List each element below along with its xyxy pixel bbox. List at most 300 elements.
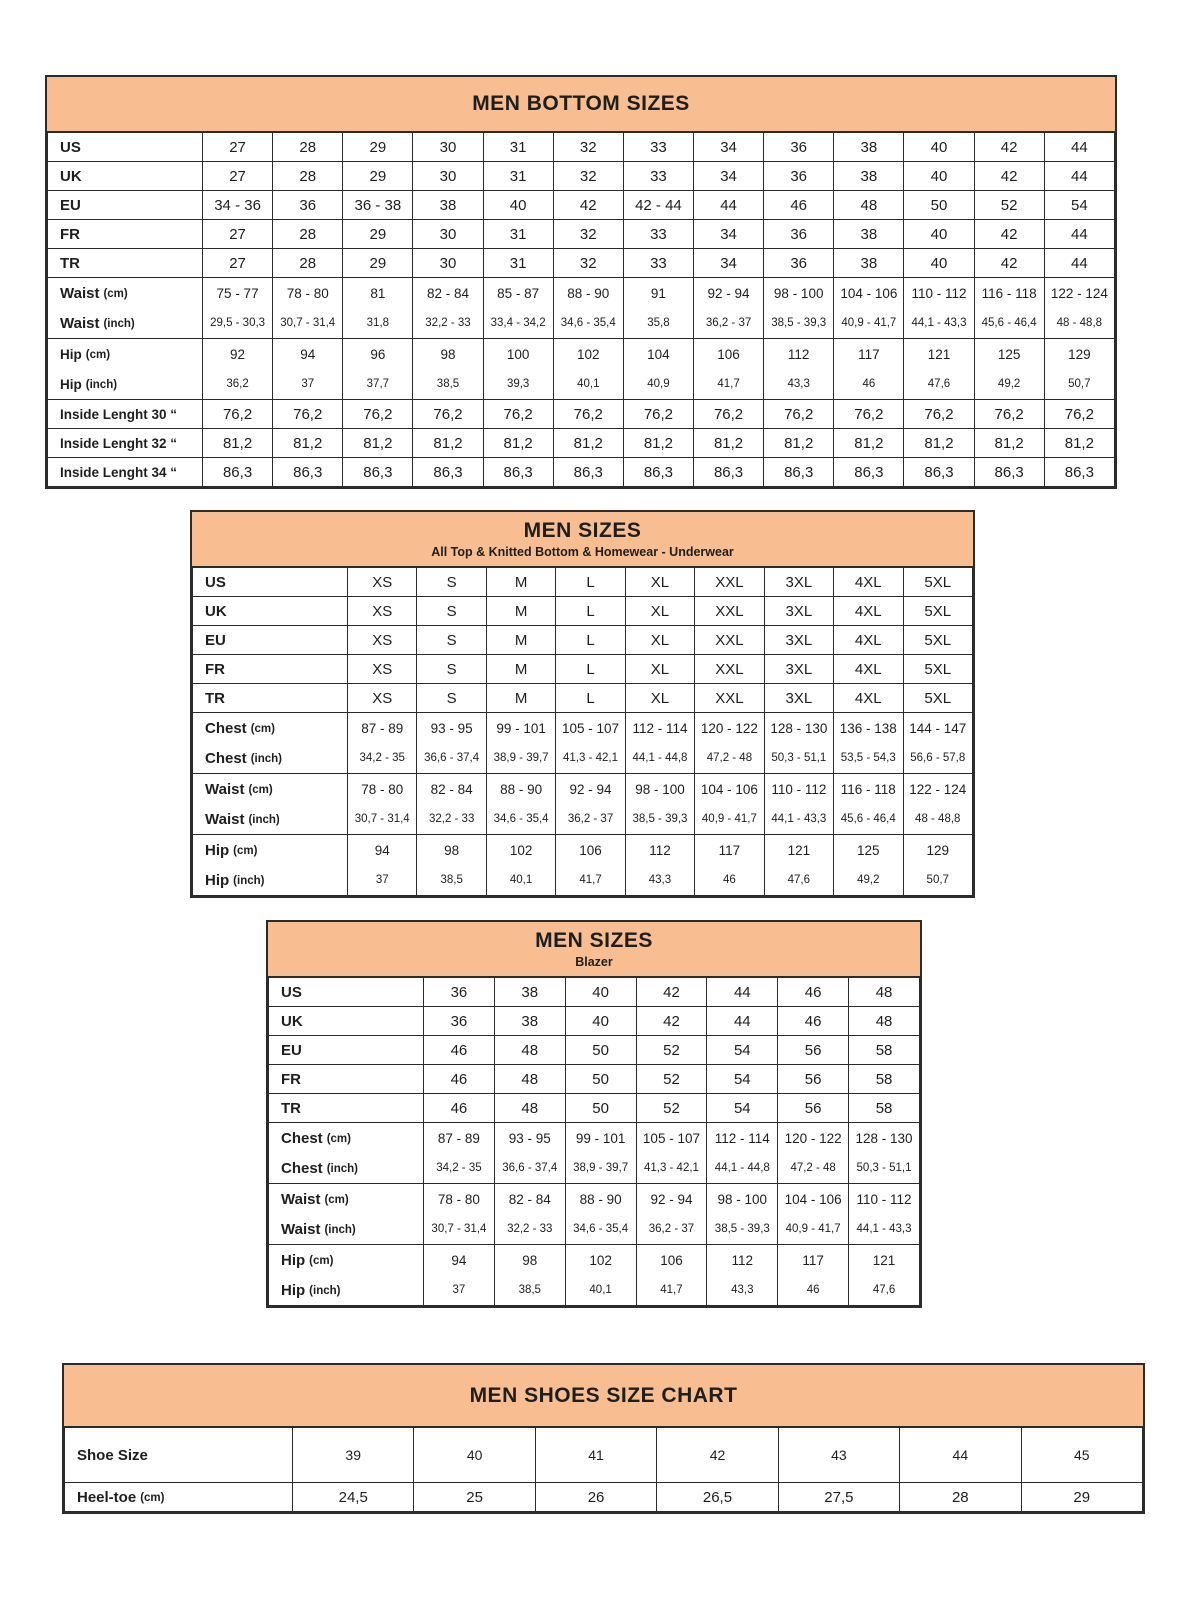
table-cell: 81 31,8 bbox=[343, 278, 413, 339]
table-row bbox=[269, 1065, 920, 1094]
table-cell: 98 38,5 bbox=[494, 1245, 565, 1306]
table-cell: 42 bbox=[657, 1428, 778, 1483]
table-cell: 86,3 bbox=[834, 458, 904, 487]
table-cell: 121 47,6 bbox=[764, 835, 833, 896]
table-cell: S bbox=[417, 597, 486, 626]
row-label: Hip (cm) Hip (inch) bbox=[48, 339, 203, 400]
table-cell: 28 bbox=[273, 133, 343, 162]
table-cell: 87 - 89 34,2 - 35 bbox=[348, 713, 417, 774]
table-cell: 34 bbox=[693, 162, 763, 191]
table-cell: 76,2 bbox=[273, 400, 343, 429]
table-cell: 43 bbox=[778, 1428, 899, 1483]
table-row bbox=[193, 835, 973, 896]
table-cell: 33 bbox=[623, 249, 693, 278]
table-cell: L bbox=[556, 597, 625, 626]
table-cell: 81,2 bbox=[904, 429, 974, 458]
table-cell: 58 bbox=[849, 1065, 920, 1094]
table-title-band bbox=[64, 1365, 1143, 1427]
table-cell: XS bbox=[348, 597, 417, 626]
table-cell: 42 bbox=[974, 162, 1044, 191]
table-cell: 36 bbox=[273, 191, 343, 220]
table-cell: 29 bbox=[343, 249, 413, 278]
table-row bbox=[48, 249, 1115, 278]
table-cell: 25 bbox=[414, 1483, 535, 1512]
table-cell: 50 bbox=[904, 191, 974, 220]
table-cell: 52 bbox=[974, 191, 1044, 220]
row-label: FR bbox=[48, 220, 203, 249]
row-label: TR bbox=[193, 684, 348, 713]
table-cell: 76,2 bbox=[1044, 400, 1114, 429]
table-cell: 40 bbox=[904, 220, 974, 249]
table-row bbox=[269, 1007, 920, 1036]
table-cell: 30 bbox=[413, 220, 483, 249]
table-cell: 42 bbox=[553, 191, 623, 220]
table-cell: 82 - 84 32,2 - 33 bbox=[417, 774, 486, 835]
table-cell: 76,2 bbox=[904, 400, 974, 429]
table-cell: 40 bbox=[904, 162, 974, 191]
table-cell: 98 - 100 38,5 - 39,3 bbox=[625, 774, 694, 835]
table-cell: 129 50,7 bbox=[903, 835, 973, 896]
table-cell: 42 bbox=[636, 1007, 707, 1036]
row-label: Hip (cm) Hip (inch) bbox=[193, 835, 348, 896]
table-cell: 30 bbox=[413, 133, 483, 162]
table-cell: 36 bbox=[764, 249, 834, 278]
table-cell: 85 - 87 33,4 - 34,2 bbox=[483, 278, 553, 339]
table-cell: 112 43,3 bbox=[707, 1245, 778, 1306]
table-cell: M bbox=[486, 597, 555, 626]
table-cell: 93 - 95 36,6 - 37,4 bbox=[494, 1123, 565, 1184]
table-cell: 81,2 bbox=[834, 429, 904, 458]
table-cell: 81,2 bbox=[1044, 429, 1114, 458]
table-cell: 76,2 bbox=[343, 400, 413, 429]
table-cell: 38 bbox=[494, 1007, 565, 1036]
table-row bbox=[48, 191, 1115, 220]
table-cell: 34 - 36 bbox=[203, 191, 273, 220]
table-cell: 5XL bbox=[903, 684, 973, 713]
table-cell: 34 bbox=[693, 249, 763, 278]
table-cell: 5XL bbox=[903, 597, 973, 626]
table-cell: 27,5 bbox=[778, 1483, 899, 1512]
table-cell: 5XL bbox=[903, 626, 973, 655]
table-cell: 78 - 80 30,7 - 31,4 bbox=[273, 278, 343, 339]
table-cell: 40 bbox=[414, 1428, 535, 1483]
table-cell: 29 bbox=[1021, 1483, 1142, 1512]
table-cell: 120 - 122 47,2 - 48 bbox=[778, 1123, 849, 1184]
row-label: FR bbox=[269, 1065, 424, 1094]
row-label: TR bbox=[269, 1094, 424, 1123]
table-cell: 92 36,2 bbox=[203, 339, 273, 400]
table-cell: XS bbox=[348, 655, 417, 684]
table-cell: 52 bbox=[636, 1036, 707, 1065]
table-cell: 110 - 112 44,1 - 43,3 bbox=[904, 278, 974, 339]
table-cell: 31 bbox=[483, 133, 553, 162]
table-cell: 28 bbox=[273, 220, 343, 249]
table-cell: 117 46 bbox=[695, 835, 764, 896]
table-cell: 88 - 90 34,6 - 35,4 bbox=[565, 1184, 636, 1245]
table-row bbox=[269, 978, 920, 1007]
table-cell: 42 bbox=[974, 220, 1044, 249]
table-cell: 76,2 bbox=[553, 400, 623, 429]
table-cell: 38 bbox=[494, 978, 565, 1007]
table-cell: XL bbox=[625, 597, 694, 626]
table-cell: 92 - 94 36,2 - 37 bbox=[693, 278, 763, 339]
table-cell: 86,3 bbox=[974, 458, 1044, 487]
table-cell: 76,2 bbox=[834, 400, 904, 429]
table-row bbox=[65, 1428, 1143, 1483]
table-cell: 112 - 114 44,1 - 44,8 bbox=[625, 713, 694, 774]
table-cell: S bbox=[417, 568, 486, 597]
table-cell: 40 bbox=[904, 249, 974, 278]
table-cell: 78 - 80 30,7 - 31,4 bbox=[424, 1184, 495, 1245]
table-cell: XS bbox=[348, 626, 417, 655]
table-row bbox=[65, 1483, 1143, 1512]
table-cell: 46 bbox=[764, 191, 834, 220]
table-row bbox=[48, 133, 1115, 162]
table-row bbox=[193, 568, 973, 597]
table-cell: 5XL bbox=[903, 568, 973, 597]
table-cell: 56 bbox=[778, 1094, 849, 1123]
table-cell: 27 bbox=[203, 133, 273, 162]
table-cell: 33 bbox=[623, 162, 693, 191]
table-cell: 26 bbox=[535, 1483, 656, 1512]
row-label: Waist (cm) Waist (inch) bbox=[269, 1184, 424, 1245]
table-cell: 76,2 bbox=[623, 400, 693, 429]
table-row bbox=[193, 655, 973, 684]
table-cell: 46 bbox=[778, 1007, 849, 1036]
table-cell: 44 bbox=[1044, 220, 1114, 249]
row-label: Chest (cm) Chest (inch) bbox=[269, 1123, 424, 1184]
row-label: Waist (cm) Waist (inch) bbox=[193, 774, 348, 835]
table-cell: 87 - 89 34,2 - 35 bbox=[424, 1123, 495, 1184]
table-row bbox=[193, 684, 973, 713]
table-cell: 48 bbox=[494, 1094, 565, 1123]
table-cell: 4XL bbox=[834, 684, 903, 713]
table-cell: 105 - 107 41,3 - 42,1 bbox=[556, 713, 625, 774]
table-row bbox=[48, 220, 1115, 249]
table-cell: 5XL bbox=[903, 655, 973, 684]
row-label: Inside Lenght 34 “ bbox=[48, 458, 203, 487]
table-cell: 88 - 90 34,6 - 35,4 bbox=[486, 774, 555, 835]
table-cell: 102 40,1 bbox=[565, 1245, 636, 1306]
table-cell: 45 bbox=[1021, 1428, 1142, 1483]
table-cell: 102 40,1 bbox=[486, 835, 555, 896]
table-cell: 98 - 100 38,5 - 39,3 bbox=[707, 1184, 778, 1245]
table-cell: 76,2 bbox=[483, 400, 553, 429]
table-cell: 3XL bbox=[764, 568, 833, 597]
table-cell: 41 bbox=[535, 1428, 656, 1483]
row-label: Heel-toe (cm) bbox=[65, 1483, 293, 1512]
table-cell: 104 - 106 40,9 - 41,7 bbox=[834, 278, 904, 339]
table-cell: 36 - 38 bbox=[343, 191, 413, 220]
table-cell: 30 bbox=[413, 249, 483, 278]
table-row bbox=[193, 774, 973, 835]
table-cell: 98 38,5 bbox=[413, 339, 483, 400]
table-row bbox=[48, 339, 1115, 400]
table-cell: 29 bbox=[343, 133, 413, 162]
men-sizes-top-table bbox=[190, 510, 975, 898]
table-cell: 86,3 bbox=[343, 458, 413, 487]
table-cell: L bbox=[556, 568, 625, 597]
table-cell: 98 - 100 38,5 - 39,3 bbox=[764, 278, 834, 339]
table-cell: 46 bbox=[424, 1094, 495, 1123]
size-grid bbox=[64, 1427, 1143, 1512]
table-cell: 76,2 bbox=[693, 400, 763, 429]
table-cell: 82 - 84 32,2 - 33 bbox=[413, 278, 483, 339]
table-cell: 40 bbox=[904, 133, 974, 162]
table-cell: 34 bbox=[693, 133, 763, 162]
table-cell: 144 - 147 56,6 - 57,8 bbox=[903, 713, 973, 774]
table-cell: 91 35,8 bbox=[623, 278, 693, 339]
table-cell: 102 40,1 bbox=[553, 339, 623, 400]
table-cell: 106 41,7 bbox=[636, 1245, 707, 1306]
table-cell: 40 bbox=[565, 978, 636, 1007]
men-shoes-size-chart-table bbox=[62, 1363, 1145, 1514]
table-cell: XS bbox=[348, 684, 417, 713]
table-cell: S bbox=[417, 626, 486, 655]
table-cell: 121 47,6 bbox=[904, 339, 974, 400]
table-row bbox=[48, 278, 1115, 339]
table-cell: 54 bbox=[707, 1036, 778, 1065]
table-cell: 56 bbox=[778, 1065, 849, 1094]
table-cell: XL bbox=[625, 684, 694, 713]
row-label: UK bbox=[193, 597, 348, 626]
table-row bbox=[269, 1094, 920, 1123]
table-cell: 30 bbox=[413, 162, 483, 191]
table-cell: 125 49,2 bbox=[974, 339, 1044, 400]
table-subtitle: All Top & Knitted Bottom & Homewear - Underwear bbox=[431, 544, 734, 559]
row-label: Chest (cm) Chest (inch) bbox=[193, 713, 348, 774]
table-cell: 86,3 bbox=[273, 458, 343, 487]
row-label: Hip (cm) Hip (inch) bbox=[269, 1245, 424, 1306]
table-cell: 38 bbox=[834, 249, 904, 278]
table-cell: 117 46 bbox=[778, 1245, 849, 1306]
table-cell: 128 - 130 50,3 - 51,1 bbox=[849, 1123, 920, 1184]
table-cell: 94 37 bbox=[273, 339, 343, 400]
table-cell: 31 bbox=[483, 162, 553, 191]
row-label: US bbox=[48, 133, 203, 162]
row-label: EU bbox=[193, 626, 348, 655]
table-cell: 92 - 94 36,2 - 37 bbox=[636, 1184, 707, 1245]
table-cell: 46 bbox=[424, 1036, 495, 1065]
table-cell: 54 bbox=[1044, 191, 1114, 220]
table-cell: 29 bbox=[343, 220, 413, 249]
row-label: US bbox=[269, 978, 424, 1007]
table-cell: M bbox=[486, 655, 555, 684]
row-label: EU bbox=[269, 1036, 424, 1065]
table-cell: 48 bbox=[494, 1036, 565, 1065]
table-cell: 86,3 bbox=[413, 458, 483, 487]
table-cell: XL bbox=[625, 568, 694, 597]
table-cell: 96 37,7 bbox=[343, 339, 413, 400]
table-cell: 100 39,3 bbox=[483, 339, 553, 400]
table-cell: 36 bbox=[764, 220, 834, 249]
table-cell: 121 47,6 bbox=[849, 1245, 920, 1306]
table-cell: L bbox=[556, 655, 625, 684]
table-cell: 44 bbox=[707, 1007, 778, 1036]
table-cell: 32 bbox=[553, 133, 623, 162]
table-cell: 128 - 130 50,3 - 51,1 bbox=[764, 713, 833, 774]
table-cell: 125 49,2 bbox=[834, 835, 903, 896]
table-row bbox=[269, 1184, 920, 1245]
table-cell: 32 bbox=[553, 162, 623, 191]
table-cell: 93 - 95 36,6 - 37,4 bbox=[417, 713, 486, 774]
table-cell: 81,2 bbox=[483, 429, 553, 458]
table-cell: 86,3 bbox=[483, 458, 553, 487]
table-cell: 32 bbox=[553, 220, 623, 249]
table-cell: 4XL bbox=[834, 655, 903, 684]
table-cell: 4XL bbox=[834, 597, 903, 626]
table-cell: 27 bbox=[203, 249, 273, 278]
row-label: Waist (cm) Waist (inch) bbox=[48, 278, 203, 339]
table-cell: 105 - 107 41,3 - 42,1 bbox=[636, 1123, 707, 1184]
table-title-band bbox=[192, 512, 973, 567]
table-cell: 31 bbox=[483, 249, 553, 278]
table-cell: 92 - 94 36,2 - 37 bbox=[556, 774, 625, 835]
table-row bbox=[48, 162, 1115, 191]
table-cell: 81,2 bbox=[693, 429, 763, 458]
table-cell: 76,2 bbox=[203, 400, 273, 429]
table-cell: 81,2 bbox=[553, 429, 623, 458]
table-cell: 40 bbox=[483, 191, 553, 220]
table-cell: 38 bbox=[834, 133, 904, 162]
table-cell: 4XL bbox=[834, 626, 903, 655]
row-label: FR bbox=[193, 655, 348, 684]
table-cell: S bbox=[417, 655, 486, 684]
table-cell: 122 - 124 48 - 48,8 bbox=[1044, 278, 1114, 339]
table-cell: 88 - 90 34,6 - 35,4 bbox=[553, 278, 623, 339]
table-cell: 82 - 84 32,2 - 33 bbox=[494, 1184, 565, 1245]
row-label: UK bbox=[269, 1007, 424, 1036]
table-title: MEN SHOES SIZE CHART bbox=[469, 1383, 738, 1407]
table-cell: 29 bbox=[343, 162, 413, 191]
table-cell: 50 bbox=[565, 1036, 636, 1065]
table-cell: 104 40,9 bbox=[623, 339, 693, 400]
table-cell: 42 bbox=[636, 978, 707, 1007]
table-cell: 76,2 bbox=[413, 400, 483, 429]
table-cell: 26,5 bbox=[657, 1483, 778, 1512]
table-cell: XXL bbox=[695, 684, 764, 713]
table-cell: 81,2 bbox=[203, 429, 273, 458]
table-row bbox=[193, 626, 973, 655]
row-label: US bbox=[193, 568, 348, 597]
table-cell: 86,3 bbox=[623, 458, 693, 487]
table-cell: 52 bbox=[636, 1094, 707, 1123]
table-cell: 106 41,7 bbox=[556, 835, 625, 896]
table-cell: XXL bbox=[695, 626, 764, 655]
table-cell: 36 bbox=[764, 162, 834, 191]
table-row bbox=[193, 597, 973, 626]
row-label: EU bbox=[48, 191, 203, 220]
table-cell: 33 bbox=[623, 220, 693, 249]
table-cell: 44 bbox=[1044, 133, 1114, 162]
table-row bbox=[269, 1123, 920, 1184]
table-cell: 94 37 bbox=[348, 835, 417, 896]
table-cell: 81,2 bbox=[273, 429, 343, 458]
row-label: Shoe Size bbox=[65, 1428, 293, 1483]
row-label: Inside Lenght 32 “ bbox=[48, 429, 203, 458]
table-title: MEN SIZES bbox=[535, 929, 653, 953]
table-cell: 76,2 bbox=[764, 400, 834, 429]
table-cell: XL bbox=[625, 655, 694, 684]
table-cell: 56 bbox=[778, 1036, 849, 1065]
size-grid bbox=[268, 977, 920, 1306]
table-cell: 50 bbox=[565, 1065, 636, 1094]
table-cell: 116 - 118 45,6 - 46,4 bbox=[974, 278, 1044, 339]
table-cell: 38 bbox=[413, 191, 483, 220]
row-label: UK bbox=[48, 162, 203, 191]
table-cell: 86,3 bbox=[553, 458, 623, 487]
table-cell: 38 bbox=[834, 162, 904, 191]
table-cell: 40 bbox=[565, 1007, 636, 1036]
table-cell: 78 - 80 30,7 - 31,4 bbox=[348, 774, 417, 835]
table-cell: 3XL bbox=[764, 684, 833, 713]
table-cell: 3XL bbox=[764, 626, 833, 655]
table-cell: 86,3 bbox=[904, 458, 974, 487]
table-cell: 24,5 bbox=[293, 1483, 414, 1512]
table-cell: 48 bbox=[849, 978, 920, 1007]
table-cell: 3XL bbox=[764, 655, 833, 684]
table-cell: 48 bbox=[849, 1007, 920, 1036]
table-row bbox=[48, 458, 1115, 487]
table-cell: M bbox=[486, 684, 555, 713]
table-cell: 112 43,3 bbox=[625, 835, 694, 896]
table-cell: 54 bbox=[707, 1065, 778, 1094]
table-cell: 28 bbox=[900, 1483, 1021, 1512]
table-cell: L bbox=[556, 626, 625, 655]
table-cell: XL bbox=[625, 626, 694, 655]
table-cell: 81,2 bbox=[623, 429, 693, 458]
table-cell: 86,3 bbox=[693, 458, 763, 487]
table-cell: 44 bbox=[1044, 162, 1114, 191]
men-bottom-sizes-table bbox=[45, 75, 1117, 489]
table-cell: S bbox=[417, 684, 486, 713]
table-cell: 32 bbox=[553, 249, 623, 278]
table-cell: 112 43,3 bbox=[764, 339, 834, 400]
table-cell: 81,2 bbox=[413, 429, 483, 458]
table-title-band bbox=[47, 77, 1115, 132]
table-cell: 44 bbox=[1044, 249, 1114, 278]
table-cell: 86,3 bbox=[1044, 458, 1114, 487]
table-cell: 54 bbox=[707, 1094, 778, 1123]
table-cell: 44 bbox=[707, 978, 778, 1007]
table-cell: 86,3 bbox=[203, 458, 273, 487]
table-cell: 36 bbox=[424, 1007, 495, 1036]
table-subtitle: Blazer bbox=[575, 954, 613, 969]
table-cell: 58 bbox=[849, 1094, 920, 1123]
table-cell: XXL bbox=[695, 568, 764, 597]
table-cell: 99 - 101 38,9 - 39,7 bbox=[486, 713, 555, 774]
table-row bbox=[193, 713, 973, 774]
table-cell: 76,2 bbox=[974, 400, 1044, 429]
table-row bbox=[48, 429, 1115, 458]
table-cell: 36 bbox=[764, 133, 834, 162]
table-cell: 116 - 118 45,6 - 46,4 bbox=[834, 774, 903, 835]
table-cell: XS bbox=[348, 568, 417, 597]
table-cell: 27 bbox=[203, 162, 273, 191]
table-cell: M bbox=[486, 568, 555, 597]
table-cell: 81,2 bbox=[764, 429, 834, 458]
table-cell: M bbox=[486, 626, 555, 655]
table-cell: 46 bbox=[778, 978, 849, 1007]
table-cell: 104 - 106 40,9 - 41,7 bbox=[695, 774, 764, 835]
table-cell: 42 - 44 bbox=[623, 191, 693, 220]
table-cell: 50 bbox=[565, 1094, 636, 1123]
table-cell: 28 bbox=[273, 162, 343, 191]
table-cell: 136 - 138 53,5 - 54,3 bbox=[834, 713, 903, 774]
table-cell: 42 bbox=[974, 249, 1044, 278]
table-cell: 28 bbox=[273, 249, 343, 278]
row-label: TR bbox=[48, 249, 203, 278]
